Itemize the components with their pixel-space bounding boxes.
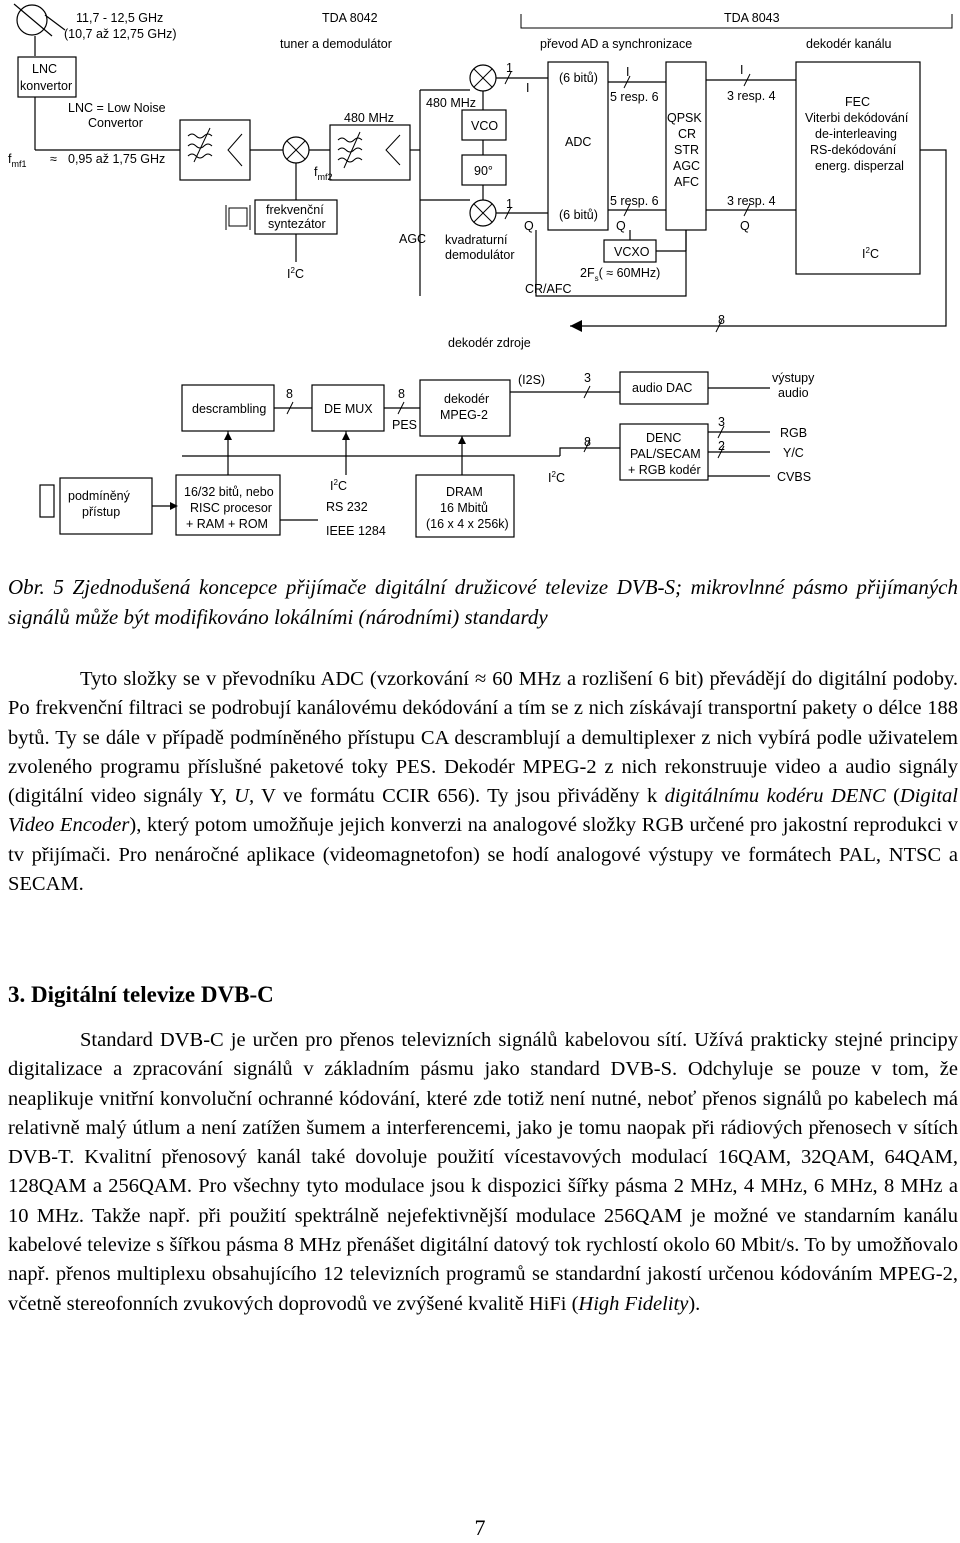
adc-out-q: Q — [616, 219, 626, 233]
section-heading: 3. Digitální televize DVB-C — [8, 982, 274, 1007]
pal-secam-label: PAL/SECAM — [630, 447, 701, 461]
cvbs-output-label: CVBS — [777, 470, 812, 484]
dram-org-label: (16 x 4 x 256k) — [426, 517, 509, 531]
vco-label: VCO — [471, 119, 499, 133]
channel-decoder-title: dekodér kanálu — [806, 37, 892, 51]
qpsk-label: QPSK — [667, 111, 702, 125]
vcxo-label: VCXO — [614, 245, 650, 259]
audio-output-label: výstupy — [772, 371, 815, 385]
adc-resolution-i: 5 resp. 6 — [610, 90, 659, 104]
signal-u: U, — [234, 785, 255, 808]
descrambling-label: descrambling — [192, 402, 267, 416]
figure-caption — [8, 572, 958, 632]
filter-block-2 — [330, 125, 410, 180]
sampling-frequency: $2F_s( \approx 60MHz)$ — [580, 266, 661, 283]
approx-symbol: ≈ — [50, 152, 57, 166]
dram-label: DRAM — [446, 485, 483, 499]
viterbi-label: Viterbi dekódování — [805, 111, 909, 125]
synth-label: frekvenční — [266, 203, 324, 217]
hifi-term: High Fidelity — [578, 1292, 689, 1315]
tuner-title: tuner a demodulátor — [280, 37, 392, 51]
cpu-i2c-label: $I^2C$ — [330, 478, 347, 493]
freq-480-label-2: 480 MHz — [426, 96, 477, 110]
deinterleaving-label: de-interleaving — [815, 127, 897, 141]
cpu-label-3: + RAM + ROM — [186, 517, 268, 531]
phase-90-label: 90° — [474, 164, 493, 178]
bus-width-8: 8 — [718, 313, 725, 327]
demod-label-2: demodulátor — [445, 248, 515, 262]
rgb-coder-label: + RGB kodér — [628, 463, 701, 477]
paragraph-dvbc — [8, 1026, 958, 1319]
ca-label-2: přístup — [82, 505, 121, 519]
digital-encoder-term: digitálnímu kodéru DENC — [664, 785, 886, 808]
ieee1284-label: IEEE 1284 — [326, 524, 386, 538]
yc-output-label: Y/C — [783, 446, 804, 460]
lnc-definition: LNC = Low Noise — [68, 101, 166, 115]
qpsk-agc-label: AGC — [673, 159, 701, 173]
crystal-icon — [226, 205, 250, 230]
adc-sync-title: převod AD a synchronizace — [540, 37, 693, 51]
sat-freq: 11,7 - 12,5 GHz — [76, 11, 164, 25]
str-label: STR — [674, 143, 699, 157]
sat-freq-alt: (10,7 až 12,75 GHz) — [64, 27, 177, 41]
adc-resolution-q: 5 resp. 6 — [610, 194, 659, 208]
rgb-width: 3 — [718, 415, 725, 429]
page-number: 7 — [474, 1515, 486, 1540]
cr-afc-label: CR/AFC — [525, 282, 572, 296]
adc-bits-i: (6 bitů) — [559, 71, 598, 85]
synth-label-2: syntezátor — [268, 217, 326, 231]
smart-card-icon — [40, 485, 54, 517]
audio-output-label-2: audio — [778, 386, 809, 400]
energy-dispersal-label: energ. disperzal — [815, 159, 904, 173]
fmf1-label: $f_{mf1}$ — [8, 152, 27, 169]
denc-label: DENC — [646, 431, 682, 445]
fec-label: FEC — [845, 95, 870, 109]
rs-decoding-label: RS-dekódování — [810, 143, 897, 157]
signal-i-label: I — [526, 81, 530, 95]
dac-i2c-label: $I^2C$ — [548, 470, 565, 485]
bus-width-q: 1 — [506, 197, 513, 211]
figure-label: Obr. 5 — [8, 575, 64, 599]
adc-label: ADC — [565, 135, 592, 149]
adc-out-i: I — [626, 65, 630, 79]
cpu-label-2: RISC procesor — [190, 501, 272, 515]
lnc-label-2: konvertor — [20, 79, 73, 93]
paragraph-adc-text-2: 60 MHz a rozlišení 6 bit) převádějí do digitální podoby. Po frekvenční filtraci se podrobují kanálovému dekódování a tím se z nich získávají transportní pakety o délce 188 bytů. Ty se dále v případě podmíněného přístupu CA descramblují a demultiplexer z nich vybírá podle uživatelem zvoleného programu příslušné paketové toky PES. Dekodér MPEG-2 z nich rekonstruuje video a audio signály (digitální video signály Y, — [8, 668, 958, 808]
paragraph-adc-text-5: ), který potom umožňuje jejich konverzi na analogové složky RGB určené pro jakostní reprodukci v tv přijímači. Pro nenáročné aplikace (videomagnetofon) se hodí analogové výstupy ve formátech PAL, NTSC a SECAM. — [8, 814, 959, 896]
tda8042-label: TDA 8042 — [322, 11, 378, 25]
source-decoder-title: dekodér zdroje — [448, 336, 531, 350]
cr-label: CR — [678, 127, 697, 141]
fmf1-range: 0,95 až 1,75 GHz — [68, 152, 166, 166]
ca-label: podmíněný — [68, 489, 130, 503]
cpu-label: 16/32 bitů, nebo — [184, 485, 274, 499]
fec-in-i: I — [740, 63, 744, 77]
paragraph-dvbc-end: ). — [688, 1292, 701, 1315]
lnc-definition-2: Convertor — [88, 116, 143, 130]
mpeg2-label: dekodér — [444, 392, 490, 406]
paragraph-dvbc-text: Standard DVB-C je určen pro přenos televizních signálů kabelovou sítí. Užívá prakticky stejné principy digitalizace a zpracování signálů v základním pásmu jako standard DVB-S. Odchyluje se pouze v tom, že neaplikuje vnitřní konvoluční ochranné kódování, které zde totiž není nutné, neboť přenos signálů po kabelech má relativně malý útlum a není zatížen šumem a interferencemi, jako je tomu naopak při rádiových přenosech v sítích DVB-T. Kvalitní přenosový kanál také dovoluje použití vícestavových modulací 16QAM, 32QAM, 64QAM, 128QAM a 256QAM. Pro všechny tyto modulace jsou k dispozici šířky pásma 2 MHz, 4 MHz, 6 MHz, 8 MHz a 10 MHz. Takže např. při použití spektrálně nejefektivnější modulace 256QAM je možné ve standarním kanálu kabelové televize s šířkou pásma 8 MHz přenášet digitální datový tok rychlostí okolo 60 Mbit/s. To by umožňovalo např. přenos multiplexu obsahujícího 12 televizních programů se standardní jakostí určenou kódováním MPEG-2, včetně stereofonních zvukových doprovodů ve zvýšené kvalitě HiFi ( — [8, 1029, 958, 1315]
i2s-label: (I2S) — [518, 373, 546, 387]
demod-resolution-i: 3 resp. 4 — [727, 89, 776, 103]
receiver-block-diagram — [0, 0, 960, 548]
audio-dac-label: audio DAC — [632, 381, 693, 395]
digital-video-encoder-term: Digital Video Encoder — [8, 785, 958, 837]
signal-q-label: Q — [524, 219, 534, 233]
video-bus-width: 8 — [584, 435, 591, 449]
fec-in-q: Q — [740, 219, 750, 233]
i2c-label: $I^2C$ — [287, 266, 304, 281]
rs232-label: RS 232 — [326, 500, 368, 514]
paragraph-adc-text: Tyto složky se v převodníku ADC (vzorkování — [80, 668, 475, 690]
adc-bits-q: (6 bitů) — [559, 208, 598, 222]
demux-label: DE MUX — [324, 402, 373, 416]
i2s-width: 3 — [584, 371, 591, 385]
demod-label: kvadraturní — [445, 233, 508, 247]
filter-block-1 — [180, 120, 250, 180]
freq-480-label: 480 MHz — [344, 111, 395, 125]
rgb-output-label: RGB — [780, 426, 808, 440]
figure-caption-text: Zjednodušená koncepce přijímače digitální družicové televize DVB-S; mikrovlnné pásmo přijímaných signálů může být modifikováno lokálními (národními) standardy — [8, 575, 958, 629]
descrambler-out-width: 8 — [286, 387, 293, 401]
bus-width-i: 1 — [506, 61, 513, 75]
paragraph-adc — [8, 665, 958, 899]
paragraph-adc-text-4: ( — [885, 785, 900, 808]
paragraph-adc-text-3: V ve formátu CCIR 656). Ty jsou přiváděny k — [254, 785, 665, 808]
yc-width: 2 — [718, 439, 725, 453]
mpeg2-label-2: MPEG-2 — [440, 408, 488, 422]
fmf2-label: $f_{mf2}$ — [314, 165, 333, 182]
pes-label: PES — [392, 418, 418, 432]
dram-size-label: 16 Mbitů — [440, 501, 488, 515]
fec-i2c-label: $I^2C$ — [862, 246, 879, 261]
lnc-label: LNC — [32, 62, 58, 76]
demod-resolution-q: 3 resp. 4 — [727, 194, 776, 208]
approx-sign: ≈ — [474, 668, 487, 690]
satellite-dish-icon — [14, 4, 65, 36]
afc-label: AFC — [674, 175, 699, 189]
agc-label: AGC — [399, 232, 427, 246]
demux-out-width: 8 — [398, 387, 405, 401]
tda8043-label: TDA 8043 — [724, 11, 780, 25]
